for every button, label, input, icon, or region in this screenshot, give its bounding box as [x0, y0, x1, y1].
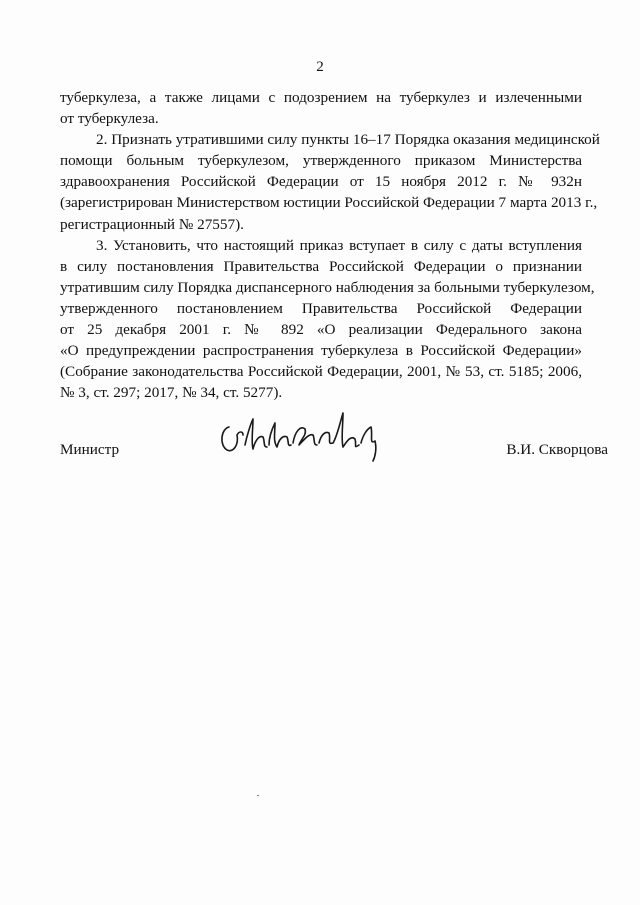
text-line: (зарегистрирован Министерством юстиции Российской Федерации 7 марта 2013 г.,: [60, 194, 598, 212]
text-line: утратившим силу Порядка диспансерного наблюдения за больными туберкулезом,: [60, 278, 595, 296]
text-line: от 25 декабря 2001 г. № 892 «О реализации Федерального закона: [60, 321, 582, 339]
text-line: в силу постановления Правительства Российской Федерации о признании: [60, 257, 582, 275]
text-line: помощи больным туберкулезом, утвержденного приказом Министерства: [60, 152, 582, 170]
text-line: от туберкулеза.: [60, 110, 159, 128]
page-number: 2: [316, 59, 324, 75]
handwritten-signature: [215, 405, 390, 465]
signatory-title: Министр: [60, 441, 120, 458]
text-line: «О предупреждении распространения туберкулеза в Российской Федерации»: [60, 342, 582, 360]
text-line: 2. Признать утратившими силу пункты 16–17 Порядка оказания медицинской: [96, 131, 600, 149]
text-line: утвержденного постановлением Правительства Российской Федерации: [60, 299, 582, 317]
text-line: № 3, ст. 297; 2017, № 34, ст. 5277).: [60, 384, 283, 402]
text-line: (Собрание законодательства Российской Федерации, 2001, № 53, ст. 5185; 2006,: [60, 363, 582, 381]
document-body: [60, 87, 600, 403]
text-line: 3. Установить, что настоящий приказ вступает в силу с даты вступления: [96, 236, 582, 254]
scan-artifact: [257, 795, 259, 796]
text-line: регистрационный № 27557).: [60, 215, 244, 233]
text-line: здравоохранения Российской Федерации от 15 ноября 2012 г. № 932н: [60, 173, 582, 191]
signatory-name: В.И. Скворцова: [506, 441, 608, 458]
text-line: туберкулеза, а также лицами с подозрением на туберкулез и излеченными: [60, 89, 582, 106]
